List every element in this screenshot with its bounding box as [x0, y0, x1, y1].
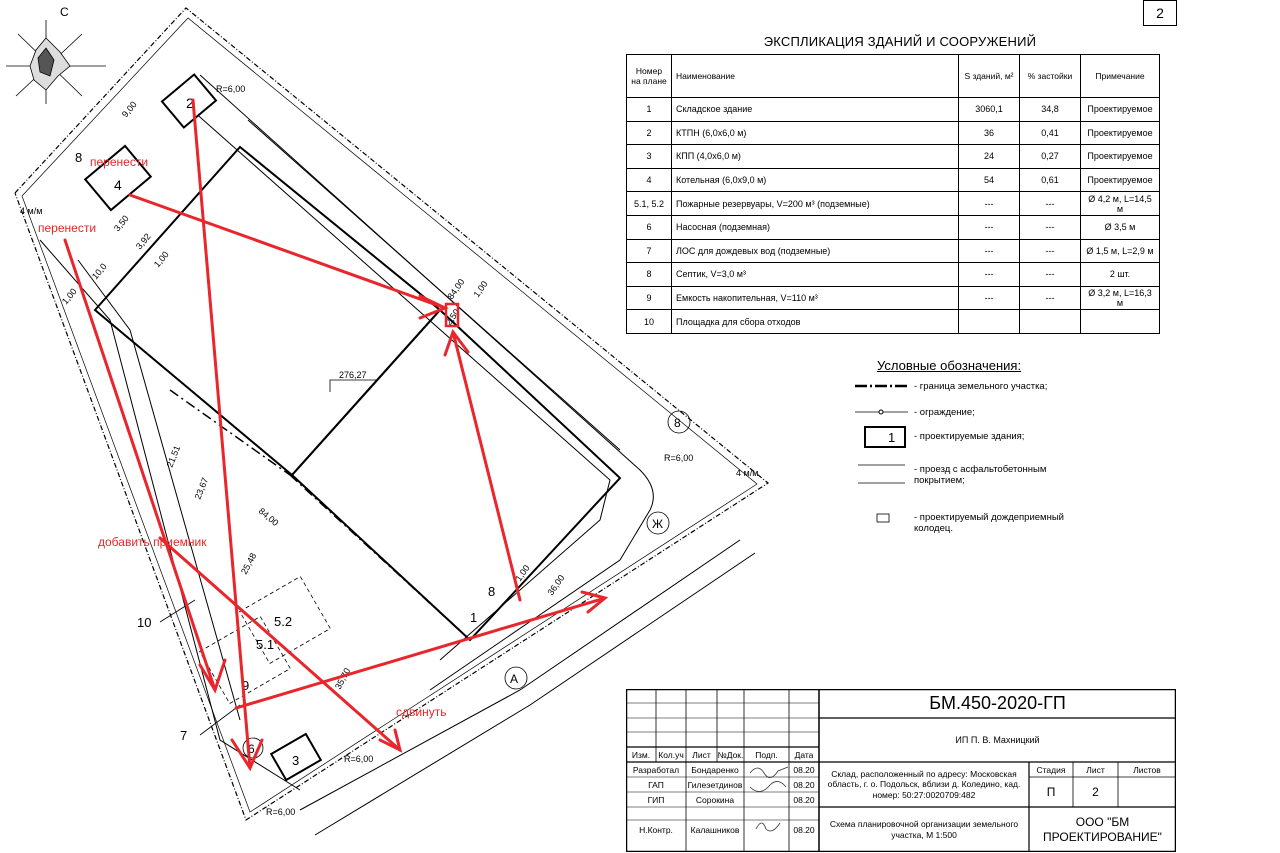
header-area: S зданий, м²	[959, 55, 1020, 98]
explication-header-row	[627, 55, 1160, 98]
date-ncontr: 08.20	[793, 825, 815, 835]
dim-3570: 35,70	[332, 666, 353, 691]
compass-rose	[6, 20, 106, 104]
col-ndok: №Док.	[717, 749, 744, 760]
gate-a-label: А	[510, 672, 519, 686]
col-data: Дата	[794, 749, 814, 760]
building-1-label: 1	[470, 610, 478, 625]
sheet-title: Схема планировочной организации земельного участка, М 1:500	[829, 818, 1019, 840]
header-name: Наименование	[672, 55, 959, 98]
dim-8400-top: 84,00	[445, 276, 467, 302]
dim-100b: 1,00	[59, 286, 79, 307]
red-notes	[38, 155, 446, 719]
header-percent: % застойки	[1020, 55, 1081, 98]
role-gip: ГИП	[647, 794, 665, 805]
dim-r-corner: R=6,00	[266, 807, 296, 817]
building-2-label: 2	[186, 95, 194, 111]
date-developer: 08.20	[793, 764, 815, 775]
pump-6-label: 6	[248, 742, 255, 756]
sheets-label: Листов	[1133, 764, 1161, 775]
table-row: 8 Септик, V=3,0 м³ --- --- 2 шт.	[627, 263, 1160, 287]
organization: ИП П. В. Махницкий	[955, 735, 1040, 745]
dim-r-right: R=6,00	[664, 453, 694, 463]
table-row: 10 Площадка для сбора отходов	[627, 310, 1160, 334]
sheets-value	[1118, 777, 1176, 807]
table-row: 7 ЛОС для дождевых вод (подземные) --- --- Ø 1,5 м, L=2,9 м	[627, 239, 1160, 263]
name-developer: Бондаренко	[691, 764, 739, 775]
note-move-2: перенести	[38, 221, 97, 235]
company-name: ООО "БМ ПРОЕКТИРОВАНИЕ"	[1043, 815, 1162, 844]
table-row: 5.1, 5.2 Пожарные резервуары, V=200 м³ (подземные) --- --- Ø 4,2 м, L=14,5 м	[627, 192, 1160, 216]
legend-buildings: - проектируемые здания;	[914, 431, 1025, 442]
building-4-label: 4	[114, 177, 122, 193]
col-list: Лист	[692, 749, 711, 760]
dim-100d: 1,00	[513, 563, 532, 584]
title-block	[626, 689, 1176, 852]
septic-8-label: 8	[488, 584, 496, 599]
stage-value: П	[1046, 785, 1056, 799]
name-gap: Гилеэетдинов	[687, 779, 743, 790]
dim-r-top: R=6,00	[216, 84, 246, 94]
name-ncontr: Калашников	[690, 825, 740, 835]
reservoir-5-1-label: 5.1	[256, 637, 275, 652]
date-gip: 08.20	[793, 794, 815, 805]
date-gap: 08.20	[793, 779, 815, 790]
gate-zh-label: Ж	[652, 517, 664, 531]
legend-title: Условные обозначения:	[877, 358, 1022, 373]
sheet-label: Лист	[1086, 764, 1105, 775]
septic-8b-label: 8	[75, 150, 83, 165]
road-width-right: 4 м/м	[736, 468, 759, 478]
table-row: 4 Котельная (6,0х9,0 м) 54 0,61 Проектируемое	[627, 168, 1160, 192]
name-gip: Сорокина	[695, 794, 735, 805]
dim-2367: 23,67	[192, 476, 211, 501]
note-move-1: перенести	[90, 155, 149, 169]
reservoir-5-2-label: 5.2	[274, 614, 293, 629]
dim-100a: 1,00	[151, 249, 171, 270]
legend-drain-well: - проектируемый дождеприемный колодец.	[914, 512, 1064, 534]
sheet-number-box: 2	[1143, 0, 1177, 26]
header-note: Примечание	[1081, 55, 1160, 98]
legend-boundary: - граница земельного участка;	[914, 381, 1048, 392]
drawing-code: БМ.450-2020-ГП	[929, 693, 1066, 713]
table-row: 3 КПП (4,0х6,0 м) 24 0,27 Проектируемое	[627, 145, 1160, 169]
signatures	[750, 767, 788, 831]
callout-8-label: 8	[674, 416, 681, 430]
note-add-receiver: добавить приемник	[98, 535, 207, 549]
stage-label: Стадия	[1036, 764, 1066, 775]
role-gap: ГАП	[648, 779, 664, 790]
tank-9-label: 9	[242, 678, 250, 693]
object-description: Склад, расположенный по адресу: Московская область, г. о. Подольск, вблизи д. Коледино, кад. номер: 50:27:0020709:482	[827, 768, 1021, 800]
note-shift: сдвинуть	[396, 705, 447, 719]
dim-100c: 1,00	[471, 279, 490, 300]
elevation-label: 276,27	[339, 370, 367, 380]
role-developer: Разработал	[632, 764, 680, 775]
legend-road: - проезд с асфальтобетонным покрытием;	[914, 464, 1047, 486]
dim-8400-left: 84,00	[256, 505, 281, 529]
table-row: 1 Складское здание 3060,1 34,8 Проектируемое	[627, 98, 1160, 122]
dim-100-10: 10,0	[89, 261, 109, 282]
header-number: Номер на плане	[627, 55, 672, 98]
table-row: 6 Насосная (подземная) --- --- Ø 3,5 м	[627, 215, 1160, 239]
role-ncontr: Н.Контр.	[639, 825, 673, 835]
dim-2548: 25,48	[238, 551, 259, 576]
dim-250: 2,50	[443, 307, 462, 328]
legend-building-box-label: 1	[888, 430, 896, 445]
legend-fence: - ограждение;	[914, 407, 975, 418]
explication-table	[626, 54, 1160, 334]
sheet-value: 2	[1092, 785, 1099, 799]
dim-900: 9,00	[119, 99, 139, 120]
waste-site-10-label: 10	[137, 615, 152, 630]
legend-symbols	[855, 386, 908, 522]
dim-392: 3,92	[133, 231, 153, 252]
col-izm: Изм.	[631, 749, 651, 760]
col-podp: Подп.	[755, 749, 778, 760]
table-row: 9 Емкость накопительная, V=110 м³ --- --- Ø 3,2 м, L=16,3 м	[627, 286, 1160, 310]
table-row: 2 КТПН (6,0х6,0 м) 36 0,41 Проектируемое	[627, 121, 1160, 145]
road-width-left: 4 м/м	[20, 206, 43, 216]
dim-2151: 21,51	[164, 444, 183, 469]
dim-r-bottom: R=6,00	[344, 754, 374, 764]
dim-350: 3,50	[111, 213, 131, 234]
explication-title: ЭКСПЛИКАЦИЯ ЗДАНИЙ И СООРУЖЕНИЙ	[763, 34, 1037, 49]
compass-north-label: С	[60, 5, 69, 19]
dim-3600: 36,00	[545, 572, 567, 598]
red-correction-arrows	[65, 100, 605, 768]
los-7-label: 7	[180, 728, 188, 743]
col-koluch: Кол.уч	[658, 749, 684, 760]
building-3-label: 3	[292, 753, 300, 768]
